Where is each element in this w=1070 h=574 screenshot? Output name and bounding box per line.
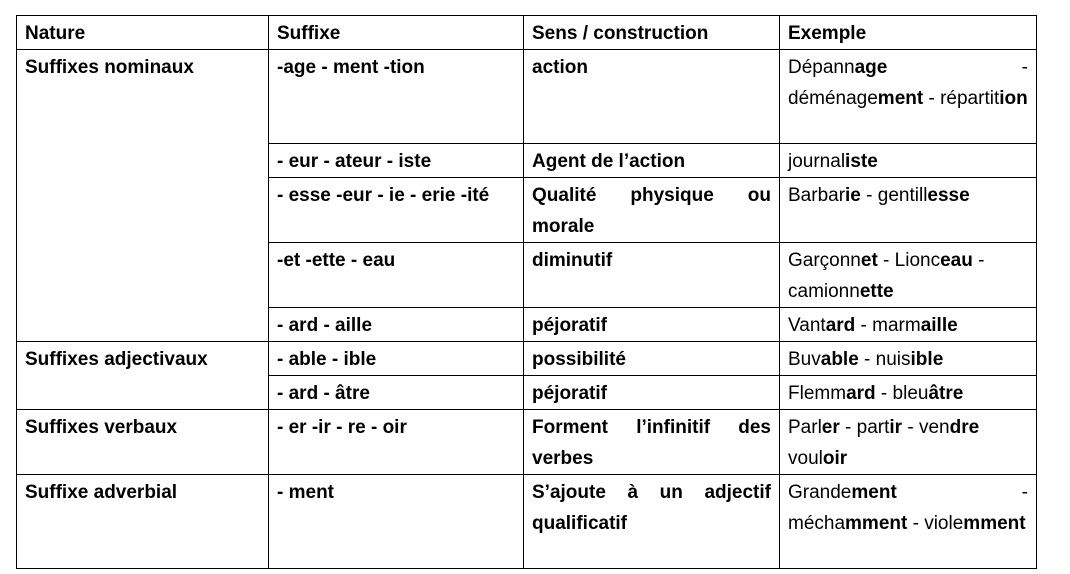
suffixe-cell: - ard - aille [269,308,524,342]
exemple-cell [780,342,1037,376]
suffix-highlight: oir [822,448,848,469]
exemple-cell [780,475,1037,569]
example-text: journal [788,151,846,172]
table-row [17,410,1037,475]
header-suffixe: Suffixe [269,16,524,50]
example-text: - camionn [788,250,985,302]
suffixe-cell: - ard - âtre [269,376,524,410]
exemple-cell [780,243,1037,308]
sens-cell: Forment l’infinitif des verbes [524,410,780,475]
group-verbaux: Suffixes verbaux [17,410,269,475]
suffix-highlight: ette [859,281,894,302]
header-nature: Nature [17,16,269,50]
example-text: Grande [788,482,852,503]
example-text: Parl [788,417,822,438]
suffix-highlight: ard [825,315,856,336]
example-text: Vant [788,315,826,336]
suffix-highlight: iste [845,151,878,172]
suffix-highlight: ard [846,383,876,404]
exemple-cell [780,50,1037,144]
example-text: Barbar [788,185,846,206]
suffix-highlight: ie [845,185,861,206]
suffix-highlight: eau [940,250,973,271]
sens-cell: péjoratif [524,308,780,342]
suffix-highlight: et [860,250,878,271]
suffix-highlight: mment [963,513,1026,534]
suffix-highlight: esse [927,185,970,206]
example-text: - ven [902,417,950,438]
example-text: voul [788,448,823,469]
suffixe-cell: -et -ette - eau [269,243,524,308]
suffix-highlight: âtre [928,383,964,404]
sens-cell: péjoratif [524,376,780,410]
example-text: - répartit [923,88,1000,109]
suffix-table [16,15,1037,569]
sens-cell: diminutif [524,243,780,308]
exemple-cell [780,178,1037,243]
example-text: - déménage [788,57,1028,109]
example-text: - Lionc [877,250,941,271]
sens-cell: possibilité [524,342,780,376]
suffixe-cell: - er -ir - re - oir [269,410,524,475]
example-text: - gentill [860,185,928,206]
group-nominaux: Suffixes nominaux [17,50,269,342]
suffix-highlight: ible [910,349,944,370]
header-exemple: Exemple [780,16,1037,50]
sens-cell: Agent de l’action [524,144,780,178]
exemple-cell [780,144,1037,178]
suffix-highlight: er [821,417,840,438]
suffix-highlight: able [820,349,859,370]
suffixe-cell: -age - ment -tion [269,50,524,144]
header-row [17,16,1037,50]
exemple-cell [780,308,1037,342]
header-sens: Sens / construction [524,16,780,50]
table-row [17,475,1037,569]
suffix-highlight: ion [999,88,1028,109]
example-text: - bleu [875,383,929,404]
example-text: Dépann [788,57,855,78]
example-text: Flemm [788,383,847,404]
suffix-highlight: age [854,57,888,78]
suffix-highlight: mment [845,513,908,534]
example-text: - marm [855,315,921,336]
example-text: Garçonn [788,250,861,271]
suffix-highlight: aille [920,315,958,336]
suffixe-cell: - ment [269,475,524,569]
suffixe-cell: - eur - ateur - iste [269,144,524,178]
sens-cell: S’ajoute à un adjectif qualificatif [524,475,780,569]
example-text: - part [839,417,890,438]
suffix-highlight: ment [877,88,924,109]
table-row [17,342,1037,376]
suffix-highlight: dre [949,417,980,438]
exemple-cell [780,410,1037,475]
example-text: - viole [907,513,964,534]
exemple-cell [780,376,1037,410]
table-row [17,50,1037,144]
example-text: - nuis [858,349,911,370]
sens-cell: Qualité physique ou morale [524,178,780,243]
group-adjectivaux: Suffixes adjectivaux [17,342,269,410]
sens-cell: action [524,50,780,144]
suffixe-cell: - able - ible [269,342,524,376]
suffix-highlight: ir [889,417,903,438]
suffixe-cell: - esse -eur - ie - erie -ité [269,178,524,243]
example-text: Buv [788,349,821,370]
example-text: - mécha [788,482,1028,534]
suffix-highlight: ment [851,482,897,503]
group-adverbial: Suffixe adverbial [17,475,269,569]
